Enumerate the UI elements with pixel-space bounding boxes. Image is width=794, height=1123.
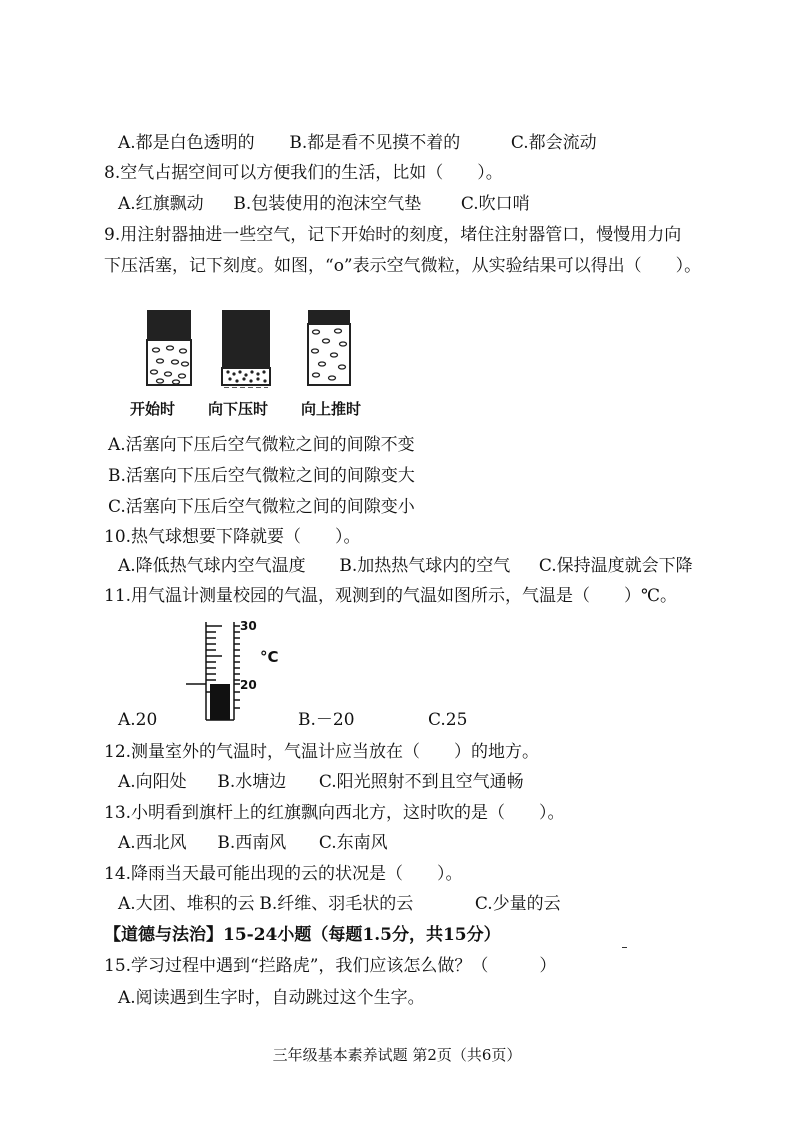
q8-option-a: A.红旗飘动: [118, 194, 204, 214]
q14-option-a: A.大团、堆积的云: [118, 894, 255, 914]
q15-stem: 15.学习过程中遇到“拦路虎”，我们应该怎么做？（ ）: [104, 956, 557, 976]
q14-option-b: B.纤维、羽毛状的云: [259, 894, 414, 914]
q14-stem: 14.降雨当天最可能出现的云的状况是（ ）。: [104, 864, 463, 884]
caption-pressed: 向下压时: [208, 400, 269, 418]
q13-stem: 13.小明看到旗杆上的红旗飘向西北方，这时吹的是（ ）。: [104, 803, 565, 823]
q13-options: [118, 831, 388, 855]
q10-options: [118, 554, 693, 578]
q14-options: [118, 892, 561, 916]
q13-option-b: B.西南风: [217, 833, 287, 853]
thermometer-diagram: [186, 616, 296, 726]
q9-option-b: B.活塞向下压后空气微粒之间的间隙变大: [108, 466, 415, 486]
caption-pushed-up: 向上推时: [301, 400, 362, 418]
caption-start: 开始时: [130, 400, 176, 418]
thermometer-liquid: [210, 684, 230, 720]
thermometer-label-30: 30: [240, 619, 257, 633]
q11-option-c: C.25: [428, 710, 468, 730]
q8-options: [118, 192, 530, 216]
q13-option-a: A.西北风: [118, 833, 187, 853]
q13-option-c: C.东南风: [318, 833, 388, 853]
q11-stem: 11.用气温计测量校园的气温，观测到的气温如图所示，气温是（ ）℃。: [104, 586, 678, 606]
syringe-start: [147, 310, 191, 385]
q11-option-a: A.20: [118, 710, 158, 730]
q12-stem: 12.测量室外的气温时，气温计应当放在（ ）的地方。: [104, 742, 540, 762]
q9-stem-line2: 下压活塞，记下刻度。如图，“o”表示空气微粒，从实验结果可以得出（ ）。: [104, 256, 702, 276]
q10-option-b: B.加热热气球内的空气: [339, 556, 511, 576]
section-title: 【道德与法治】15-24小题（每题1.5分，共15分）: [104, 925, 501, 945]
q9-option-a: A.活塞向下压后空气微粒之间的间隙不变: [108, 435, 415, 455]
thermometer-label-20: 20: [240, 678, 257, 692]
q7-option-a: A.都是白色透明的: [118, 133, 255, 153]
q15-option-a: A.阅读遇到生字时，自动跳过这个生字。: [118, 988, 425, 1008]
q12-options: [118, 770, 524, 794]
q9-option-c: C.活塞向下压后空气微粒之间的间隙变小: [108, 497, 415, 517]
q9-stem-line1: 9.用注射器抽进一些空气，记下开始时的刻度，堵住注射器管口，慢慢用力向: [104, 225, 682, 245]
q12-option-a: A.向阳处: [118, 772, 187, 792]
q14-option-c: C.少量的云: [474, 894, 561, 914]
q7-option-b: B.都是看不见摸不着的: [289, 133, 461, 153]
q11-option-b: B.－20: [298, 710, 355, 730]
q8-stem: 8.空气占据空间可以方便我们的生活，比如（ ）。: [104, 163, 503, 183]
syringe-diagram: [140, 308, 390, 388]
q7-options: [118, 131, 597, 155]
q8-option-b: B.包装使用的泡沫空气垫: [233, 194, 422, 214]
thermometer-unit: °C: [260, 648, 279, 666]
q12-option-c: C.阳光照射不到且空气通畅: [318, 772, 524, 792]
q12-option-b: B.水塘边: [217, 772, 287, 792]
q8-option-c: C.吹口哨: [460, 194, 530, 214]
q10-option-a: A.降低热气球内空气温度: [118, 556, 306, 576]
q7-option-c: C.都会流动: [510, 133, 597, 153]
q10-option-c: C.保持温度就会下降: [538, 556, 693, 576]
syringe-pushed-up: [308, 310, 350, 385]
page-footer: 三年级基本素养试题 第2页（共6页）: [272, 1046, 522, 1064]
q10-stem: 10.热气球想要下降就要（ ）。: [104, 527, 361, 547]
syringe-pressed: [222, 310, 270, 388]
scan-mark: [622, 947, 627, 948]
